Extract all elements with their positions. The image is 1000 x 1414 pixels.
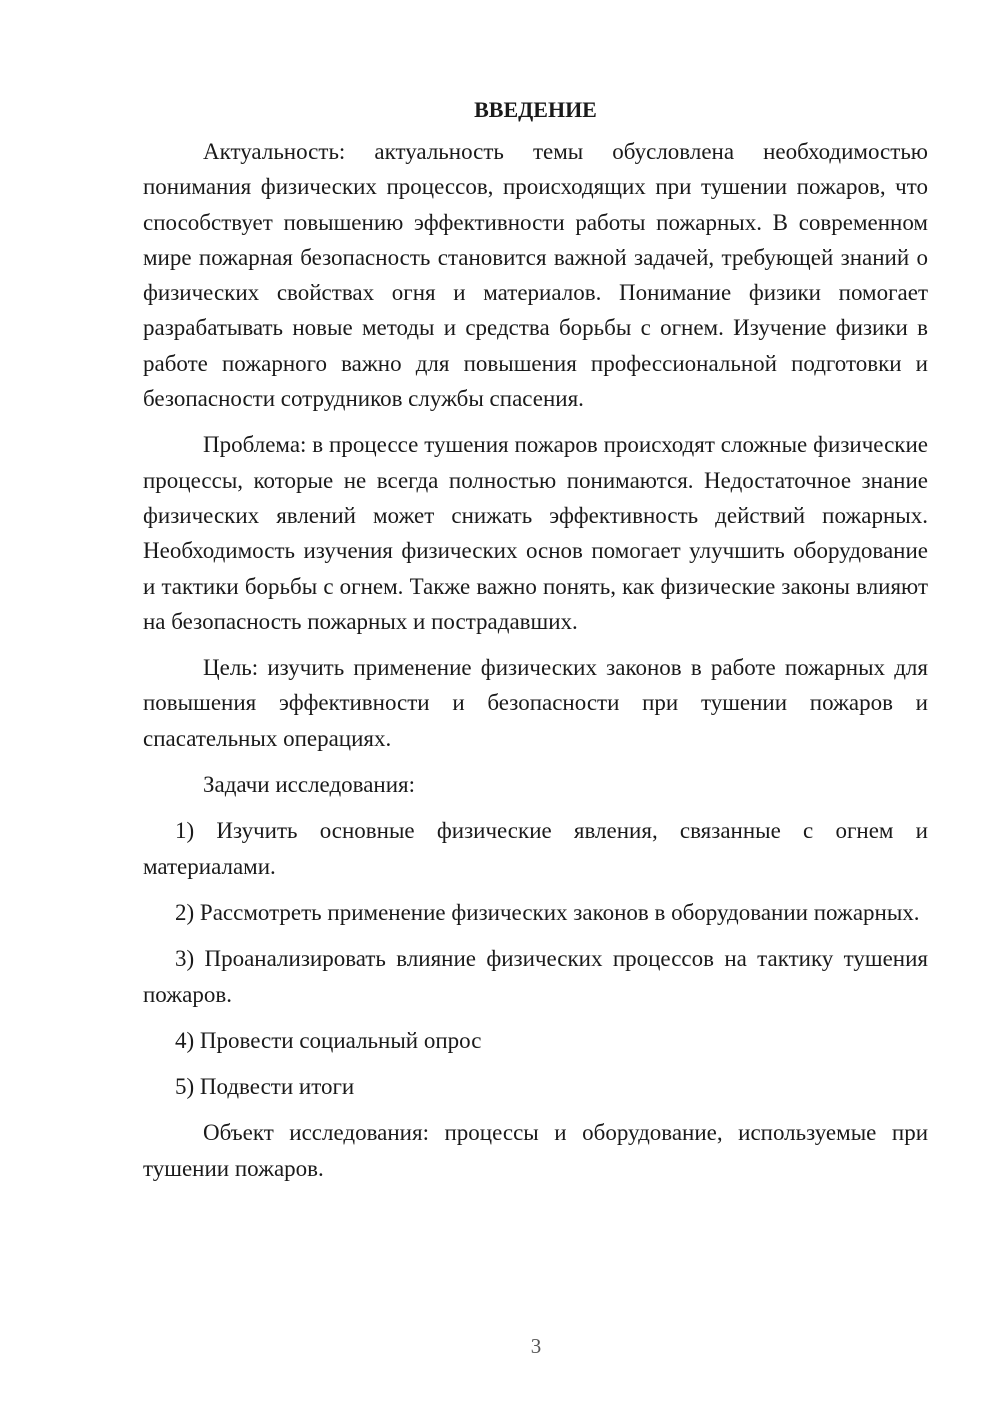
page-title: ВВЕДЕНИЕ [474,97,597,122]
page-content [143,94,928,1186]
task-item-3: 3) Проанализировать влияние физических процессов на тактику тушения пожаров. [143,946,928,1007]
paragraph-object: Объект исследования: процессы и оборудование, используемые при тушении пожаров. [143,1120,928,1181]
paragraph-goal: Цель: изучить применение физических законов в работе пожарных для повышения эффективности и безопасности при тушении пожаров и спасательных операциях. [143,655,928,751]
task-item-1: 1) Изучить основные физические явления, связанные с огнем и материалами. [143,818,928,879]
task-item-5: 5) Подвести итоги [175,1074,355,1100]
paragraph-relevance: Актуальность: актуальность темы обусловлена необходимостью понимания физических процессов, происходящих при тушении пожаров, что способствует повышению эффективности работы пожарных. В современном мире пожарная безопасность становится важной задачей, требующей знаний о физических свойствах огня и материалов. Понимание физики помогает разрабатывать новые методы и средства борьбы с огнем. Изучение физики в работе пожарного важно для повышения профессиональной подготовки и безопасности сотрудников службы спасения. [143,139,928,412]
task-item-4: 4) Провести социальный опрос [175,1027,482,1053]
page-number: 3 [530,1334,542,1358]
paragraph-problem: Проблема: в процессе тушения пожаров происходят сложные физические процессы, которые не всегда полностью понимаются. Недостаточное знание физических явлений может снижать эффективность действий пожарных. Необходимость изучения физических основ помогает улучшить оборудование и тактики борьбы с огнем. Также важно понять, как физические законы влияют на безопасность пожарных и пострадавших. [143,432,928,634]
tasks-heading: Задачи исследования: [203,772,416,798]
task-item-2: 2) Рассмотреть применение физических законов в оборудовании пожарных. [175,899,920,925]
